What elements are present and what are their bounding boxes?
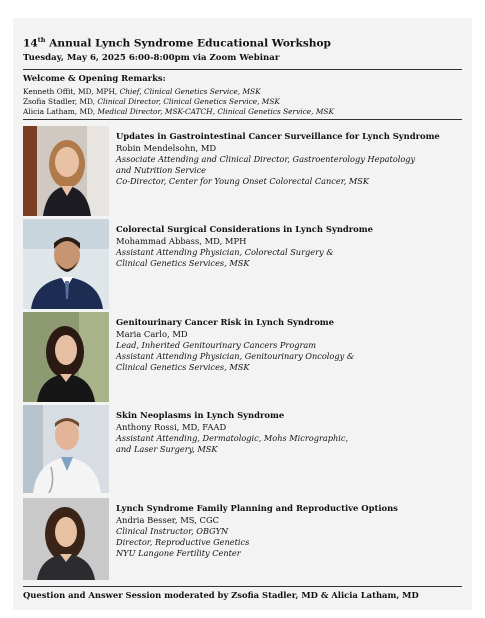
divider bbox=[23, 586, 462, 587]
welcome-person-name: Kenneth Offit, MD, MPH, bbox=[23, 86, 120, 96]
flyer-card bbox=[13, 18, 472, 610]
speaker-topic: Colorectal Surgical Considerations in Lynch Syndrome bbox=[116, 223, 373, 234]
speaker-topic: Updates in Gastrointestinal Cancer Surveillance for Lynch Syndrome bbox=[116, 130, 440, 141]
speaker-role: Assistant Attending, Dermatologic, Mohs Micrographic, bbox=[116, 432, 349, 443]
welcome-person bbox=[23, 87, 462, 97]
speaker-photo bbox=[23, 126, 109, 216]
speaker-name: Robin Mendelsohn, MD bbox=[116, 142, 217, 153]
speaker-role: Director, Reproductive Genetics bbox=[116, 536, 250, 547]
welcome-person-role: Medical Director, MSK-CATCH, Clinical Genetics Service, MSK bbox=[97, 106, 334, 116]
welcome-person-name: Alicia Latham, MD, bbox=[23, 106, 98, 116]
speaker-photo bbox=[23, 498, 109, 580]
speaker-role: Lead, Inherited Genitourinary Cancers Program bbox=[116, 339, 317, 350]
speaker-entry bbox=[23, 498, 462, 580]
speaker-photo bbox=[23, 219, 109, 309]
speaker-topic: Genitourinary Cancer Risk in Lynch Syndrome bbox=[116, 316, 334, 327]
title-text: Annual Lynch Syndrome Educational Workshop bbox=[45, 37, 331, 50]
speaker-topic: Lynch Syndrome Family Planning and Reproductive Options bbox=[116, 502, 398, 513]
welcome-list bbox=[23, 87, 462, 117]
speaker-name: Anthony Rossi, MD, FAAD bbox=[116, 421, 227, 432]
speaker-entry bbox=[23, 219, 462, 309]
speaker-topic: Skin Neoplasms in Lynch Syndrome bbox=[116, 409, 285, 420]
qa-session: Question and Answer Session moderated by Zsofia Stadler, MD & Alicia Latham, MD bbox=[23, 589, 419, 600]
speaker-photo bbox=[23, 405, 109, 493]
speaker-role: Associate Attending and Clinical Director, Gastroenterology Hepatology bbox=[116, 153, 416, 164]
title-ordinal-suffix: th bbox=[37, 36, 46, 44]
event-title bbox=[23, 33, 462, 51]
speaker-entry bbox=[23, 405, 462, 493]
speaker-role: and Nutrition Service bbox=[116, 164, 207, 175]
speaker-name: Andria Besser, MS, CGC bbox=[116, 514, 220, 525]
speaker-info bbox=[116, 498, 398, 560]
speaker-role: Clinical Genetics Services, MSK bbox=[116, 362, 250, 373]
speaker-info bbox=[116, 312, 354, 374]
divider bbox=[23, 119, 462, 120]
speaker-name: Mohammad Abbass, MD, MPH bbox=[116, 235, 247, 246]
speaker-name: Maria Carlo, MD bbox=[116, 328, 188, 339]
divider bbox=[23, 69, 462, 70]
speaker-info bbox=[116, 405, 348, 456]
speaker-role: Clinical Genetics Services, MSK bbox=[116, 257, 250, 268]
welcome-person-role: Chief, Clinical Genetics Service, MSK bbox=[119, 86, 261, 96]
welcome-person bbox=[23, 97, 462, 107]
speaker-entry bbox=[23, 126, 462, 216]
speaker-role: Clinical Instructor, OBGYN bbox=[116, 525, 229, 536]
speaker-info bbox=[116, 219, 373, 270]
welcome-person-name: Zsofia Stadler, MD, bbox=[23, 96, 98, 106]
speaker-role: Assistant Attending Physician, Colorectal Surgery & bbox=[116, 246, 334, 257]
welcome-person bbox=[23, 107, 462, 117]
title-ordinal: 14 bbox=[23, 37, 38, 50]
welcome-person-role: Clinical Director, Clinical Genetics Service, MSK bbox=[97, 96, 280, 106]
speaker-role: Co-Director, Center for Young Onset Colorectal Cancer, MSK bbox=[116, 176, 370, 187]
speaker-entry bbox=[23, 312, 462, 402]
speaker-role: NYU Langone Fertility Center bbox=[116, 548, 241, 559]
welcome-heading: Welcome & Opening Remarks: bbox=[23, 72, 166, 83]
speaker-role: and Laser Surgery, MSK bbox=[116, 443, 218, 454]
speaker-role: Assistant Attending Physician, Genitourinary Oncology & bbox=[116, 350, 355, 361]
speaker-info bbox=[116, 126, 440, 188]
speaker-photo bbox=[23, 312, 109, 402]
event-date: Tuesday, May 6, 2025 6:00-8:00pm via Zoom Webinar bbox=[23, 52, 280, 63]
